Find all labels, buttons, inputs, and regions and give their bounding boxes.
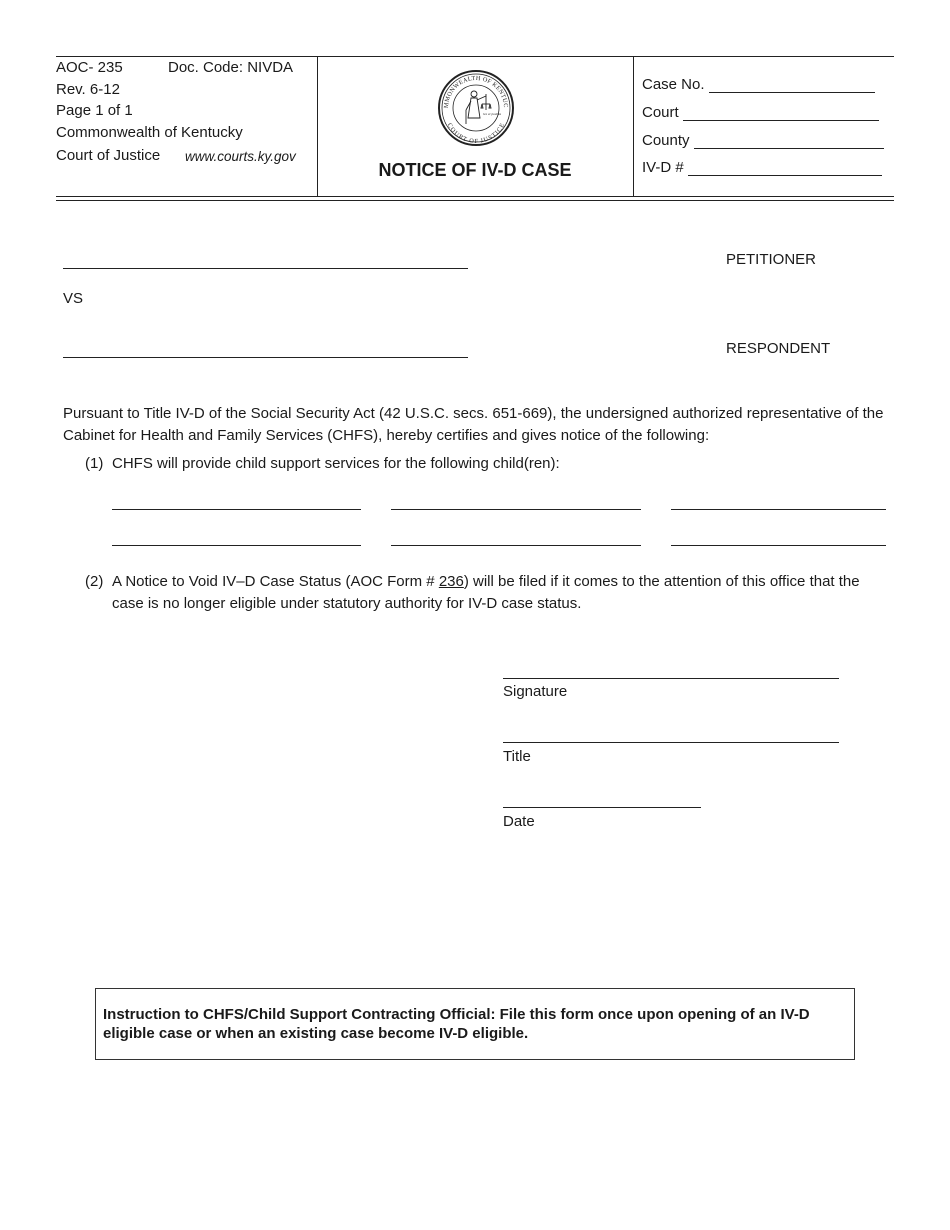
child-name-line[interactable] [391,509,641,510]
item1-text: CHFS will provide child support services for the following child(ren): [112,455,560,472]
intro-paragraph: Pursuant to Title IV-D of the Social Security Act (42 U.S.C. secs. 651-669), the undersigned authorized representative of the Cabinet for Health and Family Services (CHFS), hereby certifies and gives notice of the following: [63,405,884,444]
signature-label: Signature [503,683,568,700]
header-bottom-rule-double [56,200,894,201]
county-label: County [642,132,690,149]
seal-top-text: MMONWEALTH OF KENTUC [442,74,510,109]
petitioner-name-line[interactable] [63,268,468,269]
signature-line[interactable] [503,678,839,679]
header-bottom-rule [56,196,894,197]
item2-text-start: A Notice to Void IV–D Case Status (AOC Form # [112,573,439,590]
item2-text [112,571,892,615]
doc-code: Doc. Code: NIVDA [168,59,294,76]
child-name-line[interactable] [391,545,641,546]
date-line[interactable] [503,807,701,808]
county-field[interactable] [642,132,884,149]
case-number-label: Case No. [642,76,705,93]
item1-number: (1) [85,455,104,472]
child-name-line[interactable] [112,545,361,546]
versus-label: VS [63,290,84,307]
child-name-line[interactable] [671,545,886,546]
petitioner-label: PETITIONER [726,251,817,268]
revision: Rev. 6-12 [56,81,120,98]
child-name-line[interactable] [112,509,361,510]
court-name: Court of Justice [56,147,161,164]
seal-bottom-text: COURT OF JUSTICE [445,122,507,146]
document-title: NOTICE OF IV-D CASE [378,160,572,180]
item2-number: (2) [85,573,104,590]
court-seal [436,68,516,148]
page-number: Page 1 of 1 [56,102,133,119]
ivd-number-field[interactable] [642,159,882,176]
date-label: Date [503,813,535,830]
court-field[interactable] [642,104,879,121]
court-label: Court [642,104,679,121]
item2-text-end: ) will be filed if it comes to the attention of this office that the case is no longer eligible under statutory authority for IV-D case status. [112,573,860,612]
website-link: www.courts.ky.gov [185,149,296,164]
svg-text:COURT OF JUSTICE [446,122,507,145]
respondent-name-line[interactable] [63,357,468,358]
ivd-label: IV-D # [642,159,684,176]
jurisdiction: Commonwealth of Kentucky [56,124,243,141]
child-name-line[interactable] [671,509,886,510]
instruction-box [95,988,855,1060]
seal-motto: lex et justitia [483,112,502,116]
title-line[interactable] [503,742,839,743]
case-number-field[interactable] [642,76,875,93]
form-number: AOC- 235 [56,59,123,76]
respondent-label: RESPONDENT [726,340,831,357]
aoc-form-reference: 236 [438,573,464,590]
header-divider-right [633,56,634,196]
instruction-text: Instruction to CHFS/Child Support Contracting Official: File this form once upon opening of an IV-D eligible case or when an existing case become IV-D eligible. [103,1006,810,1042]
title-label: Title [503,748,531,765]
